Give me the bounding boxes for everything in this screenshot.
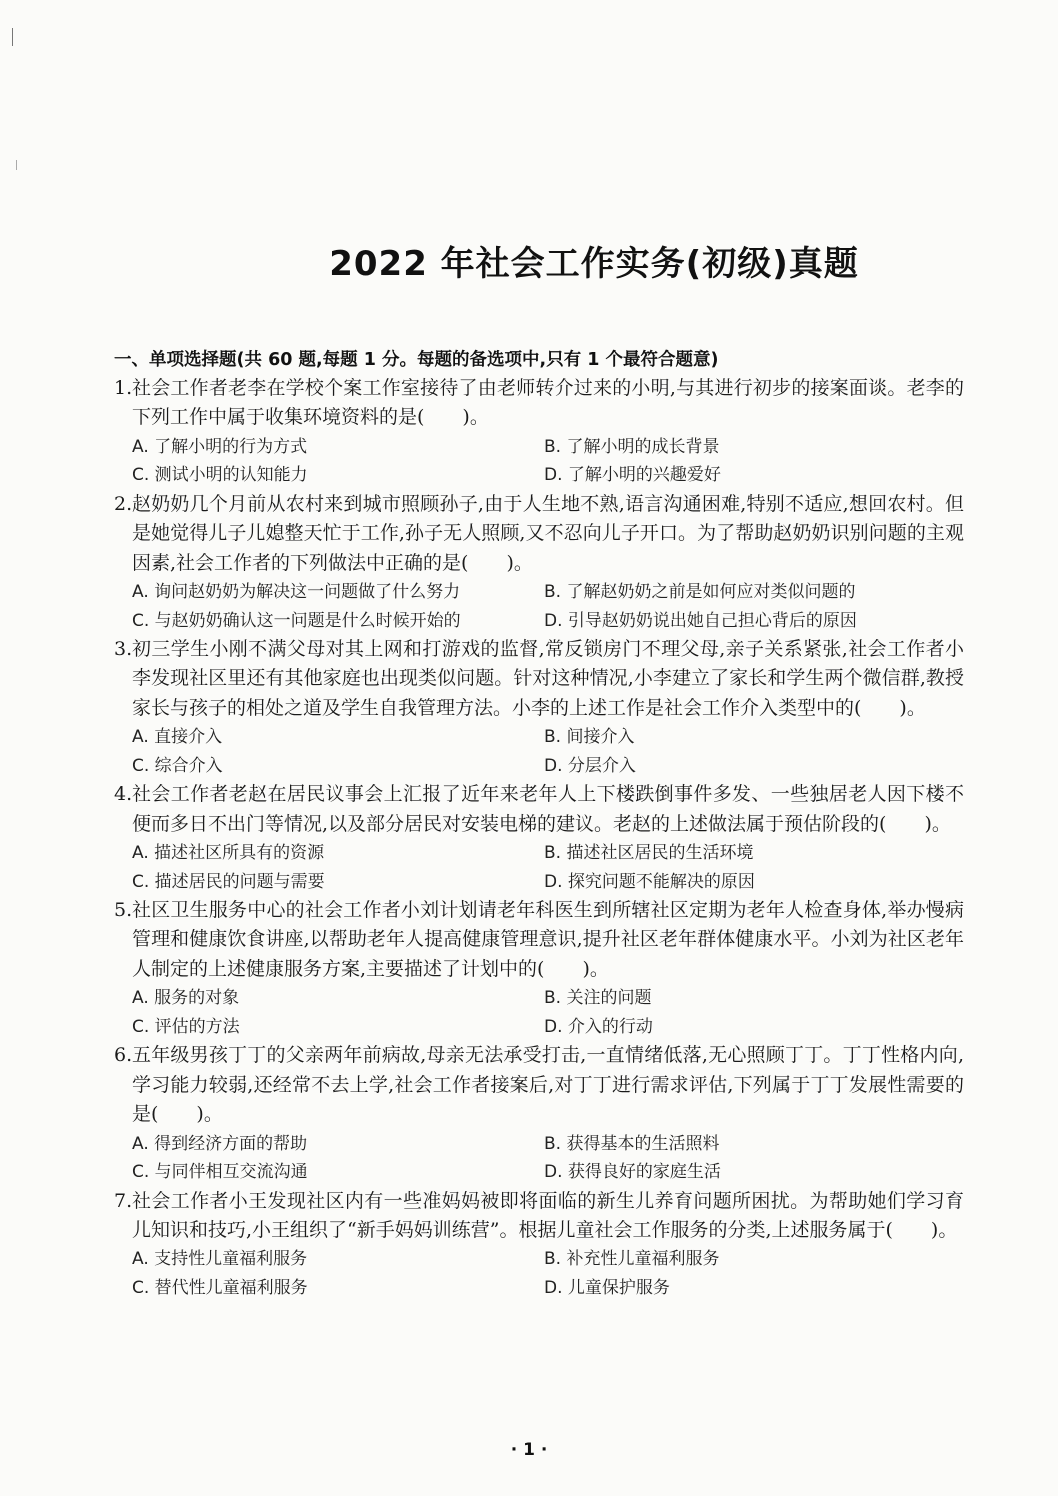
- question-number: 4.: [114, 783, 133, 806]
- option-grid: [114, 1130, 964, 1187]
- option-a: A. 得到经济方面的帮助: [132, 1133, 308, 1154]
- option-d: D. 儿童保护服务: [544, 1277, 670, 1298]
- question-number: 3.: [114, 638, 133, 661]
- option-c: C. 综合介入: [132, 755, 223, 776]
- page-number: · 1 ·: [510, 1440, 548, 1460]
- scan-artifact: [16, 160, 17, 170]
- question-stem: [114, 1041, 964, 1129]
- question-number: 2.: [114, 492, 133, 515]
- option-grid: [114, 984, 964, 1041]
- question-number: 7.: [114, 1189, 133, 1212]
- question-text: 社会工作者老李在学校个案工作室接待了由老师转介过来的小明,与其进行初步的接案面谈。老李的下列工作中属于收集环境资料的是( )。: [132, 377, 964, 429]
- option-c: C. 描述居民的问题与需要: [132, 871, 325, 892]
- option-d: D. 分层介入: [544, 755, 636, 776]
- option-grid: [114, 839, 964, 896]
- section-header: 一、单项选择题(共 60 题,每题 1 分。每题的备选项中,只有 1 个最符合题意): [114, 350, 719, 370]
- question-stem: [114, 896, 964, 984]
- option-a: A. 支持性儿童福利服务: [132, 1249, 308, 1270]
- question-stem: [114, 635, 964, 723]
- question-stem: [114, 490, 964, 578]
- question-5: [114, 896, 964, 1041]
- question-number: 1.: [114, 377, 133, 399]
- option-d: D. 探究问题不能解决的原因: [544, 871, 755, 892]
- question-1: [114, 374, 964, 490]
- question-text: 赵奶奶几个月前从农村来到城市照顾孙子,由于人生地不熟,语言沟通困难,特别不适应,想回农村。但是她觉得儿子儿媳整天忙于工作,孙子无人照顾,又不忍向儿子开口。为了帮助赵奶奶识别问题的主观因素,社会工作者的下列做法中正确的是( )。: [132, 492, 964, 574]
- option-c: C. 测试小明的认知能力: [132, 465, 308, 486]
- page-title: 2022 年社会工作实务(初级)真题: [329, 244, 859, 284]
- question-6: [114, 1041, 964, 1186]
- option-d: D. 获得良好的家庭生活: [544, 1162, 721, 1182]
- question-7: [114, 1187, 964, 1303]
- option-b: B. 关注的问题: [544, 988, 652, 1009]
- question-text: 初三学生小刚不满父母对其上网和打游戏的监督,常反锁房门不理父母,亲子关系紧张,社会工作者小李发现社区里还有其他家庭也出现类似问题。针对这种情况,小李建立了家长和学生两个微信群,教授家长与孩子的相处之道及学生自我管理方法。小李的上述工作是社会工作介入类型中的( )。: [132, 638, 964, 719]
- option-b: B. 描述社区居民的生活环境: [544, 843, 754, 864]
- question-stem: [114, 374, 964, 433]
- question-stem: [114, 780, 964, 839]
- option-b: B. 了解赵奶奶之前是如何应对类似问题的: [544, 582, 856, 603]
- option-d: D. 引导赵奶奶说出她自己担心背后的原因: [544, 610, 857, 631]
- option-b: B. 获得基本的生活照料: [544, 1133, 720, 1154]
- question-number: 5.: [114, 899, 133, 922]
- option-a: A. 了解小明的行为方式: [132, 436, 308, 457]
- option-a: A. 描述社区所具有的资源: [132, 843, 325, 864]
- question-3: [114, 635, 964, 780]
- question-4: [114, 780, 964, 896]
- option-d: D. 了解小明的兴趣爱好: [544, 465, 721, 486]
- option-grid: [114, 433, 964, 490]
- option-b: B. 了解小明的成长背景: [544, 436, 720, 457]
- option-c: C. 评估的方法: [132, 1016, 240, 1037]
- question-text: 社会工作者老赵在居民议事会上汇报了近年来老年人上下楼跌倒事件多发、一些独居老人因下楼不便而多日不出门等情况,以及部分居民对安装电梯的建议。老赵的上述做法属于预估阶段的( )。: [132, 783, 964, 835]
- option-c: C. 与赵奶奶确认这一问题是什么时候开始的: [132, 610, 461, 631]
- option-c: C. 替代性儿童福利服务: [132, 1277, 308, 1298]
- option-d: D. 介入的行动: [544, 1016, 653, 1037]
- question-text: 五年级男孩丁丁的父亲两年前病故,母亲无法承受打击,一直情绪低落,无心照顾丁丁。丁丁性格内向,学习能力较弱,还经常不去上学,社会工作者接案后,对丁丁进行需求评估,下列属于丁丁发展性需要的是( )。: [132, 1044, 964, 1126]
- option-grid: [114, 1245, 964, 1302]
- option-a: A. 直接介入: [132, 727, 223, 748]
- option-b: B. 间接介入: [544, 727, 635, 748]
- option-a: A. 服务的对象: [132, 988, 240, 1009]
- option-grid: [114, 723, 964, 780]
- option-b: B. 补充性儿童福利服务: [544, 1249, 720, 1270]
- question-stem: [114, 1187, 964, 1246]
- option-a: A. 询问赵奶奶为解决这一问题做了什么努力: [132, 582, 461, 603]
- question-number: 6.: [114, 1044, 133, 1067]
- option-grid: [114, 578, 964, 635]
- question-2: [114, 490, 964, 635]
- question-text: 社会工作者小王发现社区内有一些准妈妈被即将面临的新生儿养育问题所困扰。为帮助她们学习育儿知识和技巧,小王组织了“新手妈妈训练营”。根据儿童社会工作服务的分类,上述服务属于( )。: [132, 1189, 964, 1241]
- scan-artifact: [12, 28, 13, 46]
- option-c: C. 与同伴相互交流沟通: [132, 1162, 308, 1182]
- question-list: [114, 346, 964, 1302]
- question-text: 社区卫生服务中心的社会工作者小刘计划请老年科医生到所辖社区定期为老年人检查身体,举办慢病管理和健康饮食讲座,以帮助老年人提高健康管理意识,提升社区老年群体健康水平。小刘为社区老年人制定的上述健康服务方案,主要描述了计划中的( )。: [132, 899, 964, 980]
